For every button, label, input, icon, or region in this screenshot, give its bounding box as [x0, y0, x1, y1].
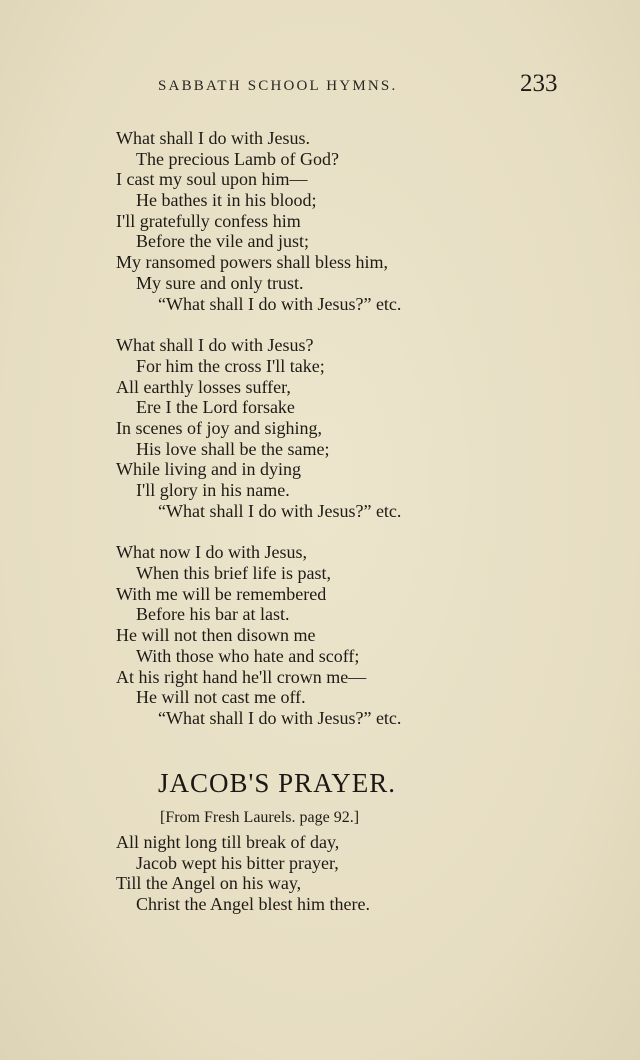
- page-number: 233: [520, 70, 558, 97]
- stanza-line: My ransomed powers shall bless him,: [116, 252, 388, 273]
- stanza-line: What now I do with Jesus,: [116, 542, 307, 563]
- stanza-line: Jacob wept his bitter prayer,: [136, 852, 339, 873]
- stanza-line: While living and in dying: [116, 459, 301, 480]
- stanza-line: What shall I do with Jesus.: [116, 128, 310, 148]
- stanza-line: The precious Lamb of God?: [136, 148, 339, 169]
- stanza-line: All night long till break of day,: [116, 832, 340, 852]
- hymn-attribution: [From Fresh Laurels. page 92.]: [160, 809, 360, 826]
- chorus-reference: “What shall I do with Jesus?” etc.: [158, 293, 402, 314]
- hymn-text: [116, 128, 536, 729]
- stanza-line: What shall I do with Jesus?: [116, 335, 314, 356]
- stanza-1: [116, 128, 536, 314]
- stanza-divider: [116, 314, 536, 335]
- stanza-3: [116, 542, 536, 728]
- stanza-line: At his right hand he'll crown me—: [116, 666, 367, 687]
- stanza-line: With me will be remembered: [116, 583, 327, 604]
- stanza-line: Till the Angel on his way,: [116, 873, 302, 894]
- stanza-line: My sure and only trust.: [136, 272, 304, 293]
- hymn-text-jacobs-prayer: [116, 832, 370, 915]
- stanza-line: Christ the Angel blest him there.: [136, 894, 370, 915]
- stanza-line: In scenes of joy and sighing,: [116, 417, 322, 438]
- stanza-line: With those who hate and scoff;: [136, 645, 360, 666]
- chorus-reference: “What shall I do with Jesus?” etc.: [158, 707, 402, 728]
- stanza-line: All earthly losses suffer,: [116, 376, 291, 397]
- chorus-reference: “What shall I do with Jesus?” etc.: [158, 500, 402, 521]
- stanza-divider: [116, 521, 536, 542]
- stanza-line: Ere I the Lord forsake: [136, 397, 295, 418]
- stanza-line: He will not then disown me: [116, 625, 316, 646]
- stanza-line: He bathes it in his blood;: [136, 190, 317, 211]
- stanza-line: He will not cast me off.: [136, 687, 306, 708]
- stanza-2: [116, 335, 536, 521]
- stanza-line: His love shall be the same;: [136, 438, 330, 459]
- stanza-line: I'll gratefully confess him: [116, 210, 301, 231]
- stanza-line: When this brief life is past,: [136, 563, 331, 584]
- hymn-title: JACOB'S PRAYER.: [158, 768, 396, 798]
- stanza-line: I cast my soul upon him—: [116, 169, 308, 190]
- stanza-line: Before his bar at last.: [136, 604, 290, 625]
- running-head: SABBATH SCHOOL HYMNS.: [158, 78, 398, 94]
- stanza-line: I'll glory in his name.: [136, 480, 290, 500]
- stanza-line: For him the cross I'll take;: [136, 355, 325, 376]
- stanza-line: Before the vile and just;: [136, 231, 309, 252]
